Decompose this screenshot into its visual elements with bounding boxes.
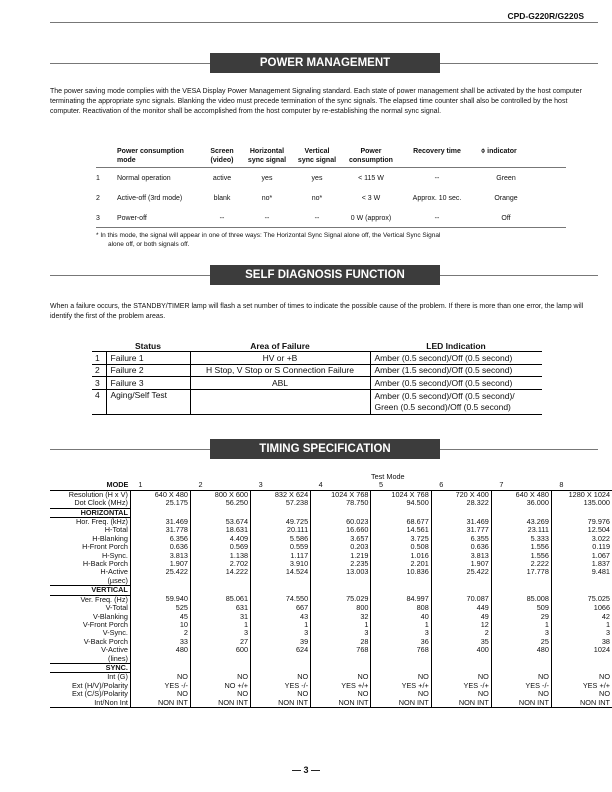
timing-cell: 3 <box>491 629 551 637</box>
timing-row <box>50 638 612 646</box>
power-management-heading: POWER MANAGEMENT <box>210 53 440 73</box>
timing-cell: 28.322 <box>431 499 491 508</box>
timing-cell: NO <box>311 690 371 698</box>
timing-cell: 14.222 <box>190 568 250 576</box>
timing-cell: NO <box>190 673 250 682</box>
timing-row <box>50 568 612 576</box>
timing-cell: 36.000 <box>491 499 551 508</box>
timing-cell <box>491 577 551 586</box>
timing-row <box>50 499 612 508</box>
timing-cell: YES -/+ <box>431 682 491 690</box>
mode-header: 7 <box>499 480 504 490</box>
timing-cell: 33 <box>130 638 190 646</box>
mode-label: MODE <box>106 480 129 490</box>
timing-row <box>50 646 612 654</box>
timing-cell <box>251 655 311 664</box>
timing-cell: NON INT <box>491 699 551 708</box>
timing-cell: 16.660 <box>311 526 371 534</box>
timing-cell: 768 <box>371 646 431 654</box>
mode-header: Test Mode 5 <box>371 473 431 490</box>
timing-cell: 1 <box>371 621 431 629</box>
timing-cell: 1 <box>190 621 250 629</box>
timing-cell: 1 <box>251 621 311 629</box>
timing-cell: 3 <box>251 629 311 637</box>
timing-cell: 1 <box>311 621 371 629</box>
timing-cell: 18.631 <box>190 526 250 534</box>
diagnosis-header-row <box>92 341 542 352</box>
timing-cell: NON INT <box>371 699 431 708</box>
timing-cell <box>371 655 431 664</box>
timing-cell: 38 <box>601 636 610 646</box>
timing-row-label: V-Blanking <box>50 613 130 621</box>
timing-row <box>50 526 612 534</box>
timing-row-label: Resolution (H x V) <box>50 490 130 499</box>
timing-cell: 43.269 <box>491 518 551 527</box>
timing-cell: 42 <box>601 611 610 621</box>
mode-header: 2 <box>198 480 203 490</box>
timing-row-label: H-Sync. <box>50 552 130 560</box>
timing-row-label: (µsec) <box>50 577 130 586</box>
mode-header: 8 <box>559 480 564 490</box>
timing-cell: NON INT <box>551 699 612 708</box>
timing-cell: NO <box>491 673 551 682</box>
timing-cell: 1.138 <box>190 552 250 560</box>
row-hsync: yes <box>261 175 273 182</box>
diagnosis-table <box>92 341 542 415</box>
col-vsync-header: Vertical sync signal <box>297 148 337 164</box>
timing-cell: 78.750 <box>311 499 371 508</box>
row-recovery: Approx. 10 sec. <box>412 195 462 202</box>
timing-cell: 1.556 <box>491 543 551 551</box>
area-header: Area of Failure <box>190 341 370 352</box>
timing-cell: NO <box>251 690 311 698</box>
timing-cell: 3.813 <box>130 552 190 560</box>
timing-row <box>50 604 612 612</box>
timing-cell: 14.524 <box>251 568 311 576</box>
timing-cell: 1024 X 768 <box>371 490 431 499</box>
row-indicator: Off <box>501 215 511 222</box>
timing-row-label: Int (G) <box>50 673 130 682</box>
timing-cell: 768 <box>311 646 371 654</box>
timing-cell: 1.067 <box>591 550 610 560</box>
timing-cell: 23.111 <box>491 526 551 534</box>
timing-cell <box>190 655 250 664</box>
timing-cell: 27 <box>190 638 250 646</box>
timing-cell: 36 <box>371 638 431 646</box>
timing-cell: 640 X 480 <box>130 490 190 499</box>
timing-cell: 13.003 <box>311 568 371 576</box>
col-screen-header: Screen (video) <box>210 148 234 164</box>
timing-cell: 84.997 <box>371 595 431 604</box>
timing-cell: NO <box>599 689 610 699</box>
self-diagnosis-heading: SELF DIAGNOSIS FUNCTION <box>210 265 440 285</box>
row-mode: Active-off (3rd mode) <box>117 195 183 202</box>
timing-cell <box>431 577 491 586</box>
timing-cell: NO <box>190 690 250 698</box>
timing-cell: YES +/+ <box>311 682 371 690</box>
timing-cell: 56.250 <box>190 499 250 508</box>
timing-row <box>50 543 612 551</box>
timing-cell: 45 <box>130 613 190 621</box>
timing-row <box>50 699 612 708</box>
timing-cell: 832 X 624 <box>251 490 311 499</box>
timing-cell: 525 <box>130 604 190 612</box>
timing-cell: 480 <box>130 646 190 654</box>
timing-cell: 0.559 <box>251 543 311 551</box>
timing-cell: 0.636 <box>431 543 491 551</box>
timing-cell: 0.508 <box>371 543 431 551</box>
row-power: 0 W (approx) <box>350 215 392 222</box>
timing-cell: 400 <box>431 646 491 654</box>
timing-row-label: V-Back Porch <box>50 638 130 646</box>
timing-cell: 667 <box>251 604 311 612</box>
timing-cell: NON INT <box>130 699 190 708</box>
timing-row <box>50 552 612 560</box>
row-mode: Power-off <box>117 215 147 222</box>
timing-cell: 3.910 <box>251 560 311 568</box>
timing-cell: 9.481 <box>591 567 610 577</box>
timing-cell: 2.235 <box>311 560 371 568</box>
timing-cell: 49 <box>431 613 491 621</box>
row-hsync: no* <box>261 195 273 202</box>
timing-cell: 74.550 <box>251 595 311 604</box>
timing-cell: YES -/- <box>130 682 190 690</box>
timing-cell: 10.836 <box>371 568 431 576</box>
timing-row <box>50 535 612 543</box>
timing-cell: NO <box>130 690 190 698</box>
timing-cell: NO <box>491 690 551 698</box>
timing-cell: 25.175 <box>130 499 190 508</box>
timing-cell: 0.636 <box>130 543 190 551</box>
timing-cell: 53.674 <box>190 518 250 527</box>
timing-cell: 5.586 <box>251 535 311 543</box>
test-mode-label: Test Mode <box>370 472 405 481</box>
timing-cell: 14.561 <box>371 526 431 534</box>
timing-cell: 0.569 <box>190 543 250 551</box>
col-hsync-header: Horizontal sync signal <box>247 148 287 164</box>
timing-cell: 31.469 <box>130 518 190 527</box>
row-vsync: yes <box>311 175 323 182</box>
timing-cell: 2.222 <box>491 560 551 568</box>
timing-cell: 1024 X 768 <box>311 490 371 499</box>
timing-row-label: Hor. Freq. (kHz) <box>50 518 130 527</box>
timing-cell: 57.238 <box>251 499 311 508</box>
row-indicator: Green <box>496 175 516 182</box>
timing-cell: 0.119 <box>592 542 610 552</box>
timing-cell <box>311 577 371 586</box>
timing-cell: YES +/+ <box>582 680 610 690</box>
timing-cell: 31.469 <box>431 518 491 527</box>
timing-cell: 70.087 <box>431 595 491 604</box>
timing-cell: 3.813 <box>431 552 491 560</box>
power-table-rule <box>96 227 566 228</box>
timing-cell: 1.837 <box>591 559 610 569</box>
timing-cell: 800 X 600 <box>190 490 250 499</box>
timing-cell: 10 <box>130 621 190 629</box>
timing-cell: NO <box>371 690 431 698</box>
timing-cell: 3 <box>605 628 610 638</box>
row-num: 3 <box>96 215 100 222</box>
row-num: 1 <box>96 175 100 182</box>
timing-cell <box>311 655 371 664</box>
timing-row-label: (lines) <box>50 655 130 664</box>
timing-row-label: Ver. Freq. (Hz) <box>50 595 130 604</box>
top-rule <box>50 22 598 23</box>
timing-cell: 31 <box>190 613 250 621</box>
mode-header: 4 <box>318 480 323 490</box>
timing-cell: 31.777 <box>431 526 491 534</box>
row-indicator: Orange <box>494 195 518 202</box>
timing-table <box>50 473 612 708</box>
timing-cell: YES -/- <box>491 682 551 690</box>
row-mode: Normal operation <box>117 175 171 182</box>
timing-cell: 1066 <box>593 603 610 613</box>
diagnosis-row: 4 Aging/Self Test Amber (0.5 second)/Off (0.5 second)/ Green (0.5 second)/Off (0.5 second) <box>92 389 542 414</box>
timing-cell: 29 <box>491 613 551 621</box>
timing-row-label: V-Front Porch <box>50 621 130 629</box>
timing-cell: 1.016 <box>371 552 431 560</box>
timing-cell: 600 <box>190 646 250 654</box>
timing-row <box>50 595 612 604</box>
timing-cell: 12 <box>431 621 491 629</box>
timing-cell: 17.778 <box>491 568 551 576</box>
timing-cell: 808 <box>371 604 431 612</box>
timing-cell: 1280 X 1024 <box>551 490 612 499</box>
timing-cell: NO <box>599 672 610 682</box>
timing-cell: 35 <box>431 638 491 646</box>
timing-cell: YES +/+ <box>371 682 431 690</box>
model-number: CPD-G220R/G220S <box>507 11 584 21</box>
timing-heading: TIMING SPECIFICATION <box>210 439 440 459</box>
diagnosis-row: 3 Failure 3 ABL Amber (0.5 second)/Off (0.5 second) <box>92 377 542 390</box>
timing-row-label: V-Total <box>50 604 130 612</box>
timing-cell: NO <box>311 673 371 682</box>
timing-cell <box>551 655 612 664</box>
timing-cell <box>491 655 551 664</box>
diagnosis-row: 2 Failure 2 H Stop, V Stop or S Connection Failure Amber (1.5 second)/Off (0.5 second) <box>92 364 542 377</box>
timing-row-label: HORIZONTAL <box>50 508 130 517</box>
timing-cell: 31.778 <box>130 526 190 534</box>
timing-cell: 3 <box>311 629 371 637</box>
col-mode-header: Power consumption mode <box>117 148 184 164</box>
timing-cell: 640 X 480 <box>491 490 551 499</box>
mode-header: 1 <box>138 480 143 490</box>
timing-row-label: H-Front Porch <box>50 543 130 551</box>
timing-cell: 2 <box>431 629 491 637</box>
timing-cell: NO <box>130 673 190 682</box>
mode-header: 3 <box>258 480 263 490</box>
timing-cell: NO +/+ <box>190 682 250 690</box>
timing-cell: 720 X 400 <box>431 490 491 499</box>
timing-cell <box>130 655 190 664</box>
row-power: < 3 W <box>361 195 381 202</box>
timing-cell: 39 <box>251 638 311 646</box>
timing-row <box>50 655 612 664</box>
timing-cell: 1.219 <box>311 552 371 560</box>
timing-row <box>50 621 612 629</box>
timing-cell: 480 <box>491 646 551 654</box>
timing-cell: 3 <box>371 629 431 637</box>
timing-cell: NO <box>251 673 311 682</box>
timing-row-label: VERTICAL <box>50 586 130 595</box>
row-screen: active <box>212 175 232 182</box>
timing-cell: 25 <box>491 638 551 646</box>
timing-cell <box>371 577 431 586</box>
timing-row <box>50 682 612 690</box>
status-header: Status <box>106 341 190 352</box>
timing-cell: 43 <box>251 613 311 621</box>
col-recovery-header: Recovery time <box>413 148 461 155</box>
timing-cell: 12.504 <box>587 525 610 535</box>
timing-row-label: H-Blanking <box>50 535 130 543</box>
timing-cell: 2.201 <box>371 560 431 568</box>
timing-cell <box>190 577 250 586</box>
power-intro: The power saving mode complies with the VESA Display Power Management Signaling standard. Each state of power management shall be activated by the host computer terminating the appropriate sync signals. Blanking the video must precede termination of the sync signals. The elapsed time counter shall also be controlled by the host computer. Reactivation of the monitor shall be accomplished from the host computer by re-establishing the normal sync signal. <box>50 88 582 115</box>
row-screen: -- <box>219 215 225 222</box>
row-vsync: -- <box>314 215 320 222</box>
timing-cell: NO <box>371 673 431 682</box>
timing-cell: 3 <box>190 629 250 637</box>
timing-cell: 94.500 <box>371 499 431 508</box>
timing-cell: 800 <box>311 604 371 612</box>
timing-cell: 25.422 <box>130 568 190 576</box>
timing-cell <box>251 577 311 586</box>
power-symbol-icon: ⌽ <box>481 148 486 155</box>
led-header: LED Indication <box>370 341 542 352</box>
timing-row-label: SYNC. <box>50 663 130 672</box>
timing-cell: 4.409 <box>190 535 250 543</box>
timing-row <box>50 629 612 637</box>
timing-row-label: H-Active <box>50 568 130 576</box>
timing-row-label: Ext (H/V)/Polarity <box>50 682 130 690</box>
timing-cell: 1.907 <box>431 560 491 568</box>
timing-cell: 631 <box>190 604 250 612</box>
timing-row-label: Int/Non Int <box>50 699 130 708</box>
timing-cell: 68.677 <box>371 518 431 527</box>
timing-cell: 3.725 <box>371 535 431 543</box>
mode-header: 6 <box>439 480 444 490</box>
timing-cell: 624 <box>251 646 311 654</box>
timing-cell: 59.940 <box>130 595 190 604</box>
power-footnote: * In this mode, the signal will appear in one of three ways: The Horizontal Sync Signal alone off, the Vertical Sync Signal alone off, or both signals off. <box>96 232 441 248</box>
timing-cell: 3.022 <box>591 533 610 543</box>
timing-cell: NON INT <box>251 699 311 708</box>
timing-cell: 85.008 <box>491 595 551 604</box>
timing-row-label: V-Active <box>50 646 130 654</box>
timing-cell: 1.117 <box>251 552 311 560</box>
power-table-rule <box>96 167 566 168</box>
row-hsync: -- <box>264 215 270 222</box>
timing-cell: NO <box>431 673 491 682</box>
timing-cell: 49.725 <box>251 518 311 527</box>
col-indicator-header: ⌽ indicator <box>481 148 517 155</box>
timing-cell: NON INT <box>190 699 250 708</box>
timing-cell: 5.333 <box>491 535 551 543</box>
timing-cell: YES -/- <box>251 682 311 690</box>
timing-cell: 75.025 <box>587 594 610 604</box>
timing-cell: 1024 <box>593 645 610 655</box>
timing-row-label: Ext (C/S)/Polarity <box>50 690 130 698</box>
timing-cell: 32 <box>311 613 371 621</box>
timing-row-label: Dot Clock (MHz) <box>50 499 130 508</box>
timing-cell: 75.029 <box>311 595 371 604</box>
timing-row <box>50 613 612 621</box>
timing-cell: 6.356 <box>130 535 190 543</box>
timing-cell: 60.023 <box>311 518 371 527</box>
page-number: — 3 — <box>291 765 320 775</box>
timing-row-label: V-Sync. <box>50 629 130 637</box>
timing-cell: 79.976 <box>587 516 610 526</box>
timing-cell: 20.111 <box>251 526 311 534</box>
diag-intro: When a failure occurs, the STANDBY/TIMER lamp will flash a set number of times to indicate the possible cause of the problem. If there is more than one error, the lamp will identify the first of the problem areas. <box>50 303 584 320</box>
timing-cell <box>130 577 190 586</box>
col-consumption-header: Power consumption <box>349 148 393 164</box>
row-recovery: -- <box>434 175 440 182</box>
timing-cell: 2 <box>130 629 190 637</box>
timing-cell: 1 <box>605 619 610 629</box>
timing-cell: 509 <box>491 604 551 612</box>
timing-cell: 1 <box>491 621 551 629</box>
timing-cell: 1.907 <box>130 560 190 568</box>
row-screen: blank <box>213 195 231 202</box>
mode-header-row <box>50 473 612 490</box>
timing-cell: 3.657 <box>311 535 371 543</box>
timing-row-label: H-Back Porch <box>50 560 130 568</box>
timing-section-row <box>50 663 612 672</box>
timing-row-label: H-Total <box>50 526 130 534</box>
timing-cell: 449 <box>431 604 491 612</box>
timing-cell: 28 <box>311 638 371 646</box>
row-vsync: no* <box>311 195 323 202</box>
timing-cell <box>551 577 612 586</box>
timing-cell: 85.061 <box>190 595 250 604</box>
timing-cell: 2.702 <box>190 560 250 568</box>
row-num: 2 <box>96 195 100 202</box>
timing-cell: 1.556 <box>491 552 551 560</box>
timing-cell: NON INT <box>311 699 371 708</box>
timing-cell: 6.355 <box>431 535 491 543</box>
timing-cell <box>431 655 491 664</box>
diagnosis-row: 1 Failure 1 HV or +B Amber (0.5 second)/Off (0.5 second) <box>92 352 542 365</box>
timing-cell: 135.000 <box>583 498 610 508</box>
timing-row <box>50 577 612 586</box>
row-recovery: -- <box>434 215 440 222</box>
row-power: < 115 W <box>358 175 384 182</box>
timing-cell: NON INT <box>431 699 491 708</box>
timing-cell: 25.422 <box>431 568 491 576</box>
timing-cell: 40 <box>371 613 431 621</box>
timing-cell: 0.203 <box>311 543 371 551</box>
timing-cell: NO <box>431 690 491 698</box>
